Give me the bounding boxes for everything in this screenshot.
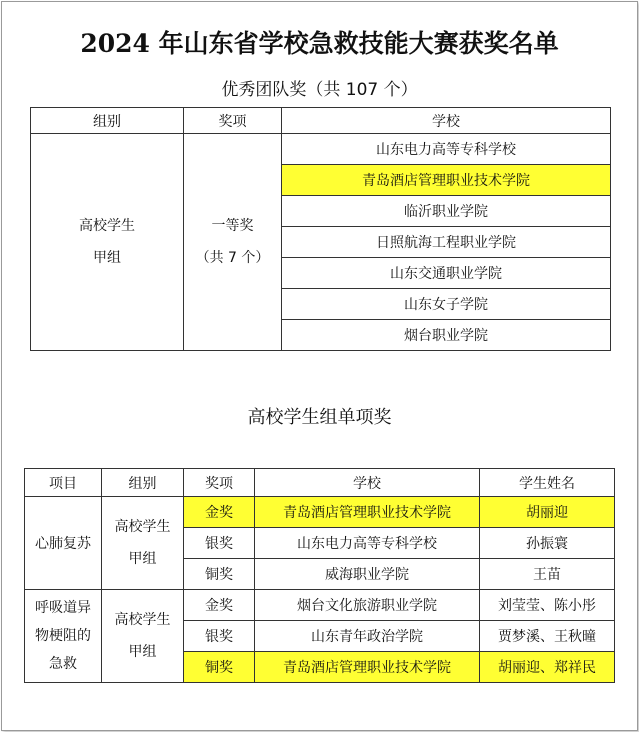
school-cell-highlighted: 青岛酒店管理职业技术学院	[282, 165, 611, 196]
group-line: 高校学生	[79, 218, 135, 234]
school-cell: 山东青年政治学院	[255, 621, 480, 652]
table-row	[25, 497, 615, 528]
award-line: （共 7 个）	[195, 250, 270, 266]
award-cell: 银奖	[184, 621, 255, 652]
team-award-heading: 优秀团队奖（共 107 个）	[221, 80, 418, 100]
page-title: 2024 年山东省学校急救技能大赛获奖名单	[80, 29, 559, 58]
award-cell: 金奖	[184, 590, 255, 621]
student-cell: 孙振寰	[480, 528, 615, 559]
school-cell: 临沂职业学院	[282, 196, 611, 227]
school-cell: 山东电力高等专科学校	[282, 134, 611, 165]
school-cell: 日照航海工程职业学院	[282, 227, 611, 258]
award-cell: 银奖	[184, 528, 255, 559]
item-cell	[25, 497, 102, 590]
header-group: 组别	[102, 469, 184, 497]
group-cell	[102, 497, 184, 590]
item-line: 急救	[49, 656, 77, 672]
award-cell: 铜奖	[184, 652, 255, 683]
award-cell: 铜奖	[184, 559, 255, 590]
header-student: 学生姓名	[480, 469, 615, 497]
award-line: 一等奖	[211, 218, 254, 234]
group-line: 甲组	[128, 551, 157, 567]
item-line: 心肺复苏	[35, 536, 91, 552]
team-award-table	[30, 107, 611, 351]
school-cell: 山东电力高等专科学校	[255, 528, 480, 559]
group-line: 高校学生	[114, 519, 171, 535]
item-cell	[25, 590, 102, 683]
award-cell	[184, 134, 282, 351]
table-header-row	[31, 108, 611, 134]
table-header-row	[25, 469, 615, 497]
student-cell: 王苗	[480, 559, 615, 590]
header-award: 奖项	[184, 469, 255, 497]
item-line: 呼吸道异	[35, 600, 91, 616]
table-row	[31, 134, 611, 165]
student-cell: 胡丽迎、郑祥民	[480, 652, 615, 683]
header-item: 项目	[25, 469, 102, 497]
item-line: 物梗阻的	[35, 628, 91, 644]
header-school: 学校	[255, 469, 480, 497]
header-group: 组别	[31, 108, 184, 134]
school-cell: 烟台文化旅游职业学院	[255, 590, 480, 621]
individual-award-table	[24, 468, 615, 683]
group-line: 高校学生	[114, 612, 171, 628]
group-cell	[31, 134, 184, 351]
school-cell: 山东女子学院	[282, 289, 611, 320]
school-cell: 烟台职业学院	[282, 320, 611, 351]
award-cell: 金奖	[184, 497, 255, 528]
table-row	[25, 590, 615, 621]
individual-award-heading: 高校学生组单项奖	[247, 407, 392, 428]
school-cell: 山东交通职业学院	[282, 258, 611, 289]
group-line: 甲组	[128, 644, 157, 660]
school-cell: 青岛酒店管理职业技术学院	[255, 652, 480, 683]
group-cell	[102, 590, 184, 683]
header-school: 学校	[282, 108, 611, 134]
group-line: 甲组	[93, 250, 121, 266]
student-cell: 胡丽迎	[480, 497, 615, 528]
header-award: 奖项	[184, 108, 282, 134]
school-cell: 威海职业学院	[255, 559, 480, 590]
student-cell: 贾梦溪、王秋曈	[480, 621, 615, 652]
student-cell: 刘莹莹、陈小彤	[480, 590, 615, 621]
school-cell: 青岛酒店管理职业技术学院	[255, 497, 480, 528]
